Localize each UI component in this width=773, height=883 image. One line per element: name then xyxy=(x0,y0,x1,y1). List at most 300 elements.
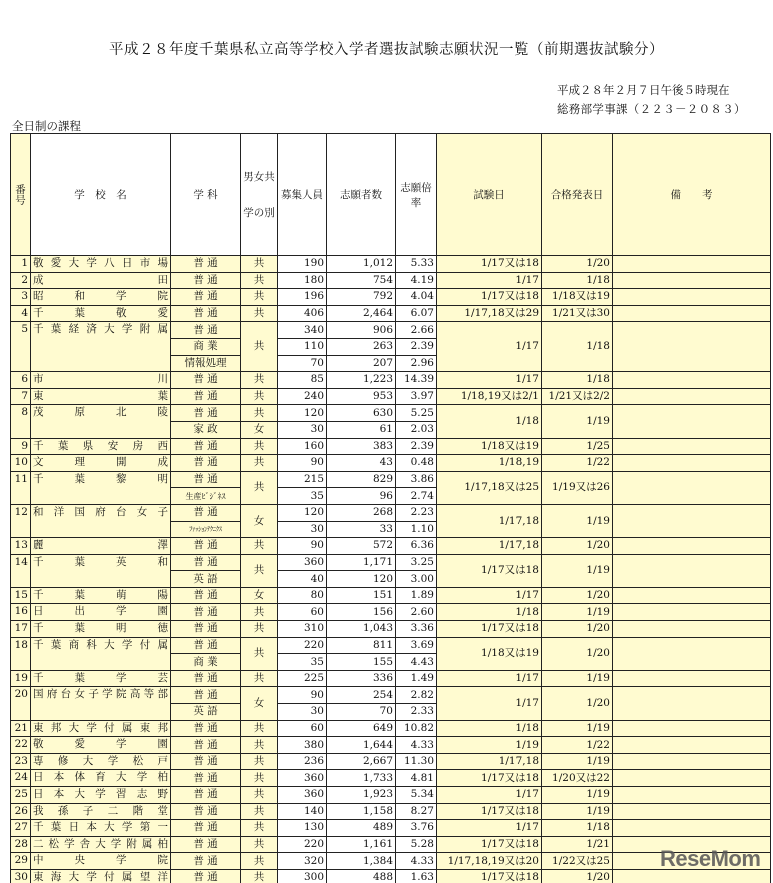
announce-date: 1/19 xyxy=(542,787,613,804)
announce-date: 1/19 xyxy=(542,554,613,587)
applicants: 156 xyxy=(327,604,396,621)
course-name: 普 通 xyxy=(171,737,241,754)
coed-type: 共 xyxy=(241,372,278,389)
application-ratio: 2.60 xyxy=(396,604,437,621)
table-row xyxy=(11,720,771,737)
header-notes: 備 考 xyxy=(613,134,771,256)
course-name: 普 通 xyxy=(171,770,241,787)
capacity: 30 xyxy=(278,421,327,438)
exam-date: 1/18又は19 xyxy=(437,438,542,455)
capacity: 360 xyxy=(278,787,327,804)
capacity: 120 xyxy=(278,504,327,521)
school-number: 4 xyxy=(11,305,31,322)
applicants: 649 xyxy=(327,720,396,737)
coed-type: 女 xyxy=(241,504,278,537)
application-ratio: 4.33 xyxy=(396,853,437,870)
applicants: 2,667 xyxy=(327,753,396,770)
coed-type: 共 xyxy=(241,455,278,472)
school-name: 千葉日本大学第一 xyxy=(31,820,171,837)
applicants: 906 xyxy=(327,322,396,339)
coed-type: 共 xyxy=(241,322,278,372)
header-sex: 男女共学の別 xyxy=(241,134,278,256)
school-name: 東邦大学付属東邦 xyxy=(31,720,171,737)
course-name: 普 通 xyxy=(171,256,241,273)
school-number: 11 xyxy=(11,471,31,504)
capacity: 360 xyxy=(278,770,327,787)
applicants: 43 xyxy=(327,455,396,472)
application-ratio: 1.63 xyxy=(396,869,437,883)
applicants: 263 xyxy=(327,338,396,355)
course-name: 普 通 xyxy=(171,554,241,571)
school-name: 千葉経済大学附属 xyxy=(31,322,171,372)
school-number: 20 xyxy=(11,687,31,720)
application-ratio: 4.81 xyxy=(396,770,437,787)
applicants: 1,158 xyxy=(327,803,396,820)
application-ratio: 0.48 xyxy=(396,455,437,472)
table-row xyxy=(11,604,771,621)
course-name: 普 通 xyxy=(171,587,241,604)
announce-date: 1/22又は25 xyxy=(542,853,613,870)
school-name: 文理開成 xyxy=(31,455,171,472)
applicants: 155 xyxy=(327,654,396,671)
course-name: 普 通 xyxy=(171,604,241,621)
table-row xyxy=(11,322,771,339)
course-name: 普 通 xyxy=(171,753,241,770)
school-number: 17 xyxy=(11,621,31,638)
school-number: 12 xyxy=(11,504,31,537)
notes-cell xyxy=(613,256,771,273)
table-row xyxy=(11,753,771,770)
capacity: 240 xyxy=(278,388,327,405)
school-name: 我孫子二階堂 xyxy=(31,803,171,820)
exam-date: 1/17又は18 xyxy=(437,836,542,853)
announce-date: 1/19又は26 xyxy=(542,471,613,504)
notes-cell xyxy=(613,289,771,306)
header-exam-date: 試験日 xyxy=(437,134,542,256)
application-ratio: 2.96 xyxy=(396,355,437,372)
exam-date: 1/18,19又は2/1 xyxy=(437,388,542,405)
coed-type: 共 xyxy=(241,538,278,555)
application-ratio: 14.39 xyxy=(396,372,437,389)
table-row xyxy=(11,770,771,787)
school-number: 14 xyxy=(11,554,31,587)
school-name: 敬愛学園 xyxy=(31,737,171,754)
exam-date: 1/17又は18 xyxy=(437,803,542,820)
application-ratio: 2.39 xyxy=(396,438,437,455)
applicants: 254 xyxy=(327,687,396,704)
capacity: 60 xyxy=(278,604,327,621)
notes-cell xyxy=(613,538,771,555)
exam-date: 1/18,19 xyxy=(437,455,542,472)
school-number: 21 xyxy=(11,720,31,737)
exam-date: 1/17,18 xyxy=(437,504,542,537)
application-ratio: 6.36 xyxy=(396,538,437,555)
application-ratio: 4.33 xyxy=(396,737,437,754)
table-row xyxy=(11,637,771,654)
notes-cell xyxy=(613,305,771,322)
table-row xyxy=(11,405,771,422)
capacity: 80 xyxy=(278,587,327,604)
school-name: 市川 xyxy=(31,372,171,389)
announce-date: 1/20又は22 xyxy=(542,770,613,787)
application-ratio: 3.36 xyxy=(396,621,437,638)
coed-type: 共 xyxy=(241,621,278,638)
applicants: 953 xyxy=(327,388,396,405)
notes-cell xyxy=(613,388,771,405)
exam-date: 1/17又は18 xyxy=(437,256,542,273)
school-name: 東葉 xyxy=(31,388,171,405)
coed-type: 共 xyxy=(241,256,278,273)
capacity: 120 xyxy=(278,405,327,422)
application-ratio: 2.74 xyxy=(396,488,437,505)
school-number: 29 xyxy=(11,853,31,870)
notes-cell xyxy=(613,687,771,720)
capacity: 380 xyxy=(278,737,327,754)
applicants: 1,384 xyxy=(327,853,396,870)
exam-date: 1/17又は18 xyxy=(437,554,542,587)
table-row xyxy=(11,305,771,322)
exam-date: 1/17 xyxy=(437,372,542,389)
capacity: 215 xyxy=(278,471,327,488)
announce-date: 1/21 xyxy=(542,836,613,853)
capacity: 320 xyxy=(278,853,327,870)
applicants: 630 xyxy=(327,405,396,422)
course-name: 英 語 xyxy=(171,571,241,588)
notes-cell xyxy=(613,720,771,737)
exam-date: 1/17 xyxy=(437,322,542,372)
announce-date: 1/20 xyxy=(542,538,613,555)
school-number: 18 xyxy=(11,637,31,670)
issuing-department: 総務部学事課（２２３－２０８３） xyxy=(557,102,746,116)
capacity: 220 xyxy=(278,836,327,853)
school-number: 19 xyxy=(11,670,31,687)
capacity: 190 xyxy=(278,256,327,273)
capacity: 30 xyxy=(278,704,327,721)
coed-type: 共 xyxy=(241,753,278,770)
table-row xyxy=(11,853,771,870)
application-ratio: 1.49 xyxy=(396,670,437,687)
school-name: 二松学舎大学附属柏 xyxy=(31,836,171,853)
announce-date: 1/21又は2/2 xyxy=(542,388,613,405)
applicants: 489 xyxy=(327,820,396,837)
header-applicants: 志願者数 xyxy=(327,134,396,256)
course-name: 普 通 xyxy=(171,438,241,455)
course-name: 普 通 xyxy=(171,621,241,638)
capacity: 90 xyxy=(278,455,327,472)
table-row xyxy=(11,272,771,289)
school-number: 16 xyxy=(11,604,31,621)
section-label: 全日制の課程 xyxy=(12,119,81,133)
coed-type: 共 xyxy=(241,637,278,670)
school-name: 千葉黎明 xyxy=(31,471,171,504)
capacity: 90 xyxy=(278,687,327,704)
applicants: 754 xyxy=(327,272,396,289)
table-row xyxy=(11,504,771,521)
coed-type: 女 xyxy=(241,687,278,720)
coed-type: 女 xyxy=(241,587,278,604)
exam-date: 1/18 xyxy=(437,720,542,737)
table-row xyxy=(11,820,771,837)
capacity: 360 xyxy=(278,554,327,571)
exam-date: 1/17 xyxy=(437,587,542,604)
notes-cell xyxy=(613,471,771,504)
school-name: 日出学園 xyxy=(31,604,171,621)
school-name: 千葉明徳 xyxy=(31,621,171,638)
exam-date: 1/18 xyxy=(437,604,542,621)
application-ratio: 5.28 xyxy=(396,836,437,853)
notes-cell xyxy=(613,405,771,438)
course-name: 普 通 xyxy=(171,388,241,405)
course-name: 普 通 xyxy=(171,803,241,820)
table-row xyxy=(11,471,771,488)
application-ratio: 2.82 xyxy=(396,687,437,704)
notes-cell xyxy=(613,272,771,289)
as-of-date: 平成２８年２月７日午後５時現在 xyxy=(557,83,730,97)
application-ratio: 10.82 xyxy=(396,720,437,737)
coed-type: 女 xyxy=(241,421,278,438)
course-name: 普 通 xyxy=(171,504,241,521)
coed-type: 共 xyxy=(241,604,278,621)
school-name: 千葉敬愛 xyxy=(31,305,171,322)
exam-date: 1/17又は18 xyxy=(437,869,542,883)
school-number: 30 xyxy=(11,869,31,883)
applicants: 96 xyxy=(327,488,396,505)
application-ratio: 5.33 xyxy=(396,256,437,273)
announce-date: 1/20 xyxy=(542,587,613,604)
school-name: 麗澤 xyxy=(31,538,171,555)
application-ratio: 11.30 xyxy=(396,753,437,770)
notes-cell xyxy=(613,637,771,670)
application-ratio: 5.25 xyxy=(396,405,437,422)
notes-cell xyxy=(613,554,771,587)
coed-type: 共 xyxy=(241,737,278,754)
announce-date: 1/19 xyxy=(542,504,613,537)
course-name: 普 通 xyxy=(171,455,241,472)
applicants: 1,012 xyxy=(327,256,396,273)
course-name: 商 業 xyxy=(171,654,241,671)
application-ratio: 4.19 xyxy=(396,272,437,289)
capacity: 406 xyxy=(278,305,327,322)
exam-date: 1/17 xyxy=(437,670,542,687)
announce-date: 1/21又は30 xyxy=(542,305,613,322)
capacity: 220 xyxy=(278,637,327,654)
applicants: 1,171 xyxy=(327,554,396,571)
school-name: 和洋国府台女子 xyxy=(31,504,171,537)
course-name: 普 通 xyxy=(171,289,241,306)
capacity: 340 xyxy=(278,322,327,339)
announce-date: 1/20 xyxy=(542,687,613,720)
school-number: 8 xyxy=(11,405,31,438)
application-ratio: 2.66 xyxy=(396,322,437,339)
capacity: 130 xyxy=(278,820,327,837)
capacity: 196 xyxy=(278,289,327,306)
school-number: 10 xyxy=(11,455,31,472)
header-school: 学 校 名 xyxy=(31,134,171,256)
school-name: 中央学院 xyxy=(31,853,171,870)
header-announce-date: 合格発表日 xyxy=(542,134,613,256)
application-ratio: 2.39 xyxy=(396,338,437,355)
school-number: 26 xyxy=(11,803,31,820)
announce-date: 1/18 xyxy=(542,322,613,372)
school-number: 24 xyxy=(11,770,31,787)
header-no: 番号 xyxy=(11,134,31,256)
school-name: 千葉萌陽 xyxy=(31,587,171,604)
coed-type: 共 xyxy=(241,820,278,837)
school-name: 千葉県安房西 xyxy=(31,438,171,455)
notes-cell xyxy=(613,322,771,372)
coed-type: 共 xyxy=(241,272,278,289)
exam-date: 1/17又は18 xyxy=(437,289,542,306)
notes-cell xyxy=(613,455,771,472)
exam-date: 1/17 xyxy=(437,272,542,289)
coed-type: 共 xyxy=(241,471,278,504)
school-name: 成田 xyxy=(31,272,171,289)
exam-date: 1/17 xyxy=(437,787,542,804)
announce-date: 1/18又は19 xyxy=(542,289,613,306)
school-name: 専修大学松戸 xyxy=(31,753,171,770)
course-name: 普 通 xyxy=(171,836,241,853)
application-ratio: 3.00 xyxy=(396,571,437,588)
coed-type: 共 xyxy=(241,554,278,587)
application-ratio: 3.86 xyxy=(396,471,437,488)
course-name: 英 語 xyxy=(171,704,241,721)
coed-type: 共 xyxy=(241,787,278,804)
applicants: 829 xyxy=(327,471,396,488)
coed-type: 共 xyxy=(241,770,278,787)
capacity: 85 xyxy=(278,372,327,389)
course-name: 普 通 xyxy=(171,820,241,837)
exam-date: 1/19 xyxy=(437,737,542,754)
course-name: 普 通 xyxy=(171,372,241,389)
coed-type: 共 xyxy=(241,836,278,853)
capacity: 110 xyxy=(278,338,327,355)
school-name: 国府台女子学院高等部 xyxy=(31,687,171,720)
coed-type: 共 xyxy=(241,869,278,883)
table-row xyxy=(11,737,771,754)
coed-type: 共 xyxy=(241,388,278,405)
notes-cell xyxy=(613,787,771,804)
applicants: 61 xyxy=(327,421,396,438)
announce-date: 1/22 xyxy=(542,455,613,472)
applicants: 488 xyxy=(327,869,396,883)
announce-date: 1/19 xyxy=(542,604,613,621)
table-row xyxy=(11,803,771,820)
notes-cell xyxy=(613,803,771,820)
course-name: 普 通 xyxy=(171,272,241,289)
school-number: 25 xyxy=(11,787,31,804)
applicants: 1,161 xyxy=(327,836,396,853)
applicants: 2,464 xyxy=(327,305,396,322)
capacity: 35 xyxy=(278,654,327,671)
table-row xyxy=(11,438,771,455)
capacity: 40 xyxy=(278,571,327,588)
notes-cell xyxy=(613,820,771,837)
table-body xyxy=(11,256,771,883)
applicants: 1,644 xyxy=(327,737,396,754)
application-ratio: 1.10 xyxy=(396,521,437,538)
school-number: 15 xyxy=(11,587,31,604)
coed-type: 共 xyxy=(241,305,278,322)
school-name: 千葉商科大学付属 xyxy=(31,637,171,670)
capacity: 90 xyxy=(278,538,327,555)
school-name: 敬愛大学八日市場 xyxy=(31,256,171,273)
applicants: 1,923 xyxy=(327,787,396,804)
announce-date: 1/19 xyxy=(542,670,613,687)
notes-cell xyxy=(613,670,771,687)
table-row xyxy=(11,869,771,883)
school-number: 13 xyxy=(11,538,31,555)
notes-cell xyxy=(613,438,771,455)
table-row xyxy=(11,587,771,604)
capacity: 140 xyxy=(278,803,327,820)
school-number: 5 xyxy=(11,322,31,372)
exam-date: 1/17 xyxy=(437,820,542,837)
application-ratio: 3.69 xyxy=(396,637,437,654)
application-ratio: 2.03 xyxy=(396,421,437,438)
applicants: 1,223 xyxy=(327,372,396,389)
announce-date: 1/19 xyxy=(542,405,613,438)
announce-date: 1/22 xyxy=(542,737,613,754)
school-name: 昭和学院 xyxy=(31,289,171,306)
school-number: 27 xyxy=(11,820,31,837)
application-ratio: 3.97 xyxy=(396,388,437,405)
notes-cell xyxy=(613,770,771,787)
application-ratio: 5.34 xyxy=(396,787,437,804)
coed-type: 共 xyxy=(241,670,278,687)
applicants: 33 xyxy=(327,521,396,538)
coed-type: 共 xyxy=(241,438,278,455)
announce-date: 1/20 xyxy=(542,621,613,638)
course-name: 普 通 xyxy=(171,720,241,737)
announce-date: 1/25 xyxy=(542,438,613,455)
table-row xyxy=(11,388,771,405)
table-row xyxy=(11,455,771,472)
course-name: 情報処理 xyxy=(171,355,241,372)
coed-type: 共 xyxy=(241,720,278,737)
applicants: 811 xyxy=(327,637,396,654)
application-ratio: 8.27 xyxy=(396,803,437,820)
exam-date: 1/17 xyxy=(437,687,542,720)
notes-cell xyxy=(613,621,771,638)
exam-date: 1/17,18又は25 xyxy=(437,471,542,504)
capacity: 35 xyxy=(278,488,327,505)
course-name: 普 通 xyxy=(171,538,241,555)
course-name: 普 通 xyxy=(171,637,241,654)
exam-date: 1/18又は19 xyxy=(437,637,542,670)
course-name: ﾌｧｯｼｮﾝﾃｸﾆｸｽ xyxy=(171,521,241,538)
exam-date: 1/17,18又は29 xyxy=(437,305,542,322)
application-ratio: 2.33 xyxy=(396,704,437,721)
course-name: 家 政 xyxy=(171,421,241,438)
application-ratio: 2.23 xyxy=(396,504,437,521)
announce-date: 1/20 xyxy=(542,869,613,883)
application-ratio: 3.25 xyxy=(396,554,437,571)
school-name: 東海大学付属望洋 xyxy=(31,869,171,883)
school-name: 茂原北陵 xyxy=(31,405,171,438)
notes-cell xyxy=(613,587,771,604)
school-name: 千葉学芸 xyxy=(31,670,171,687)
announce-date: 1/19 xyxy=(542,753,613,770)
applicants: 1,733 xyxy=(327,770,396,787)
table-row xyxy=(11,256,771,273)
resemom-logo: ReseMom xyxy=(660,846,761,871)
coed-type: 共 xyxy=(241,803,278,820)
school-name: 千葉英和 xyxy=(31,554,171,587)
applications-table xyxy=(10,133,771,883)
capacity: 160 xyxy=(278,438,327,455)
capacity: 70 xyxy=(278,355,327,372)
coed-type: 共 xyxy=(241,405,278,422)
